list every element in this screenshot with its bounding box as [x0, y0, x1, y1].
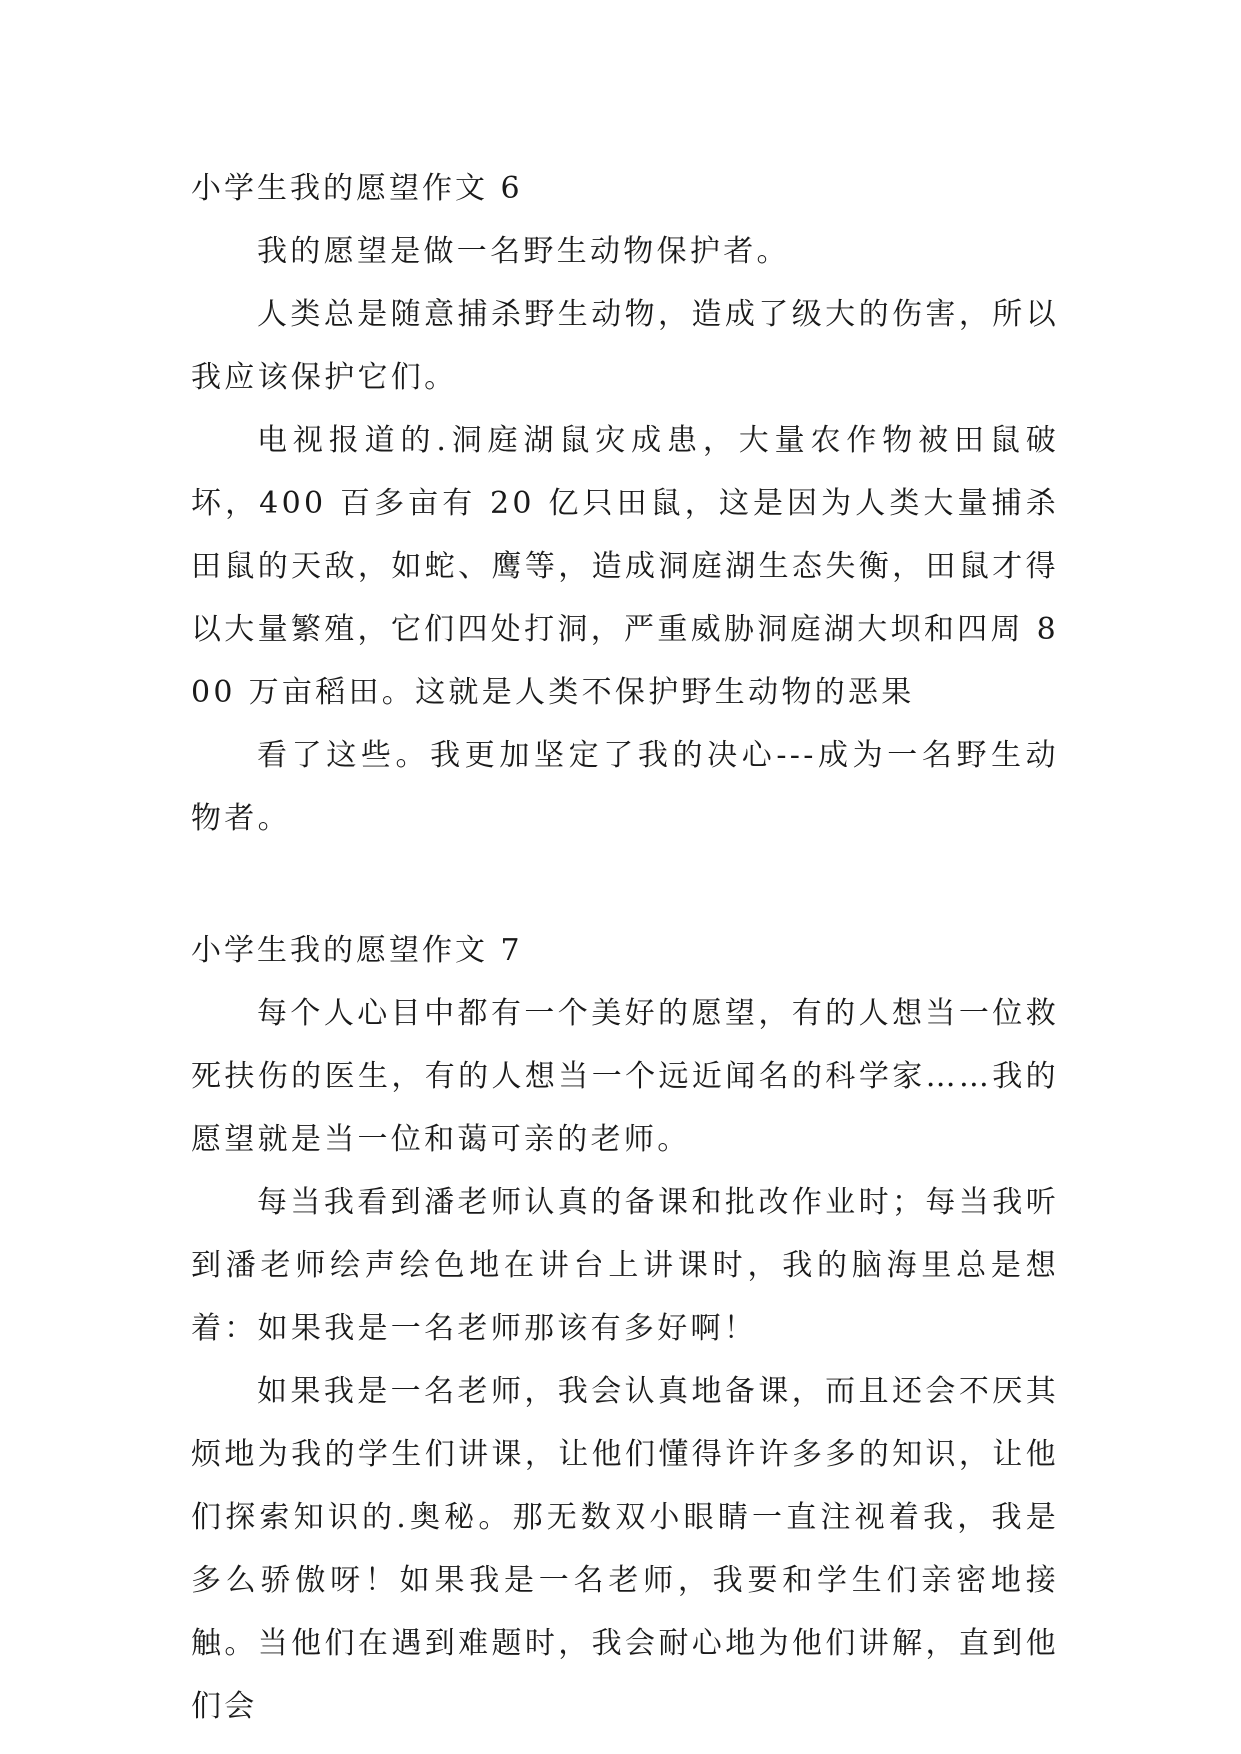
essay-section-7	[191, 919, 1059, 1738]
paragraph: 如果我是一名老师，我会认真地备课，而且还会不厌其烦地为我的学生们讲课，让他们懂得许许多多的知识，让他们探索知识的.奥秘。那无数双小眼睛一直注视着我，我是多么骄傲呀！如果我是一名老师，我要和学生们亲密地接触。当他们在遇到难题时，我会耐心地为他们讲解，直到他们会	[191, 1374, 1059, 1724]
text-column	[191, 157, 1059, 1738]
paragraph: 人类总是随意捕杀野生动物，造成了级大的伤害，所以我应该保护它们。	[191, 297, 1059, 395]
paragraph: 每当我看到潘老师认真的备课和批改作业时；每当我听到潘老师绘声绘色地在讲台上讲课时，我的脑海里总是想着：如果我是一名老师那该有多好啊！	[191, 1185, 1059, 1346]
paragraph: 电视报道的.洞庭湖鼠灾成患，大量农作物被田鼠破坏，400 百多亩有 20 亿只田鼠，这是因为人类大量捕杀田鼠的天敌，如蛇、鹰等，造成洞庭湖生态失衡，田鼠才得以大量繁殖，它们四处打洞，严重威胁洞庭湖大坝和四周 800 万亩稻田。这就是人类不保护野生动物的恶果	[191, 423, 1059, 710]
paragraph: 每个人心目中都有一个美好的愿望，有的人想当一位救死扶伤的医生，有的人想当一个远近闻名的科学家……我的愿望就是当一位和蔼可亲的老师。	[191, 996, 1059, 1157]
section-spacer	[191, 850, 1059, 919]
section-title: 小学生我的愿望作文 7	[191, 933, 523, 968]
paragraph: 我的愿望是做一名野生动物保护者。	[257, 234, 790, 269]
paragraph: 看了这些。我更加坚定了我的决心---成为一名野生动物者。	[191, 738, 1059, 836]
section-title: 小学生我的愿望作文 6	[191, 171, 523, 206]
essay-section-6	[191, 157, 1059, 850]
